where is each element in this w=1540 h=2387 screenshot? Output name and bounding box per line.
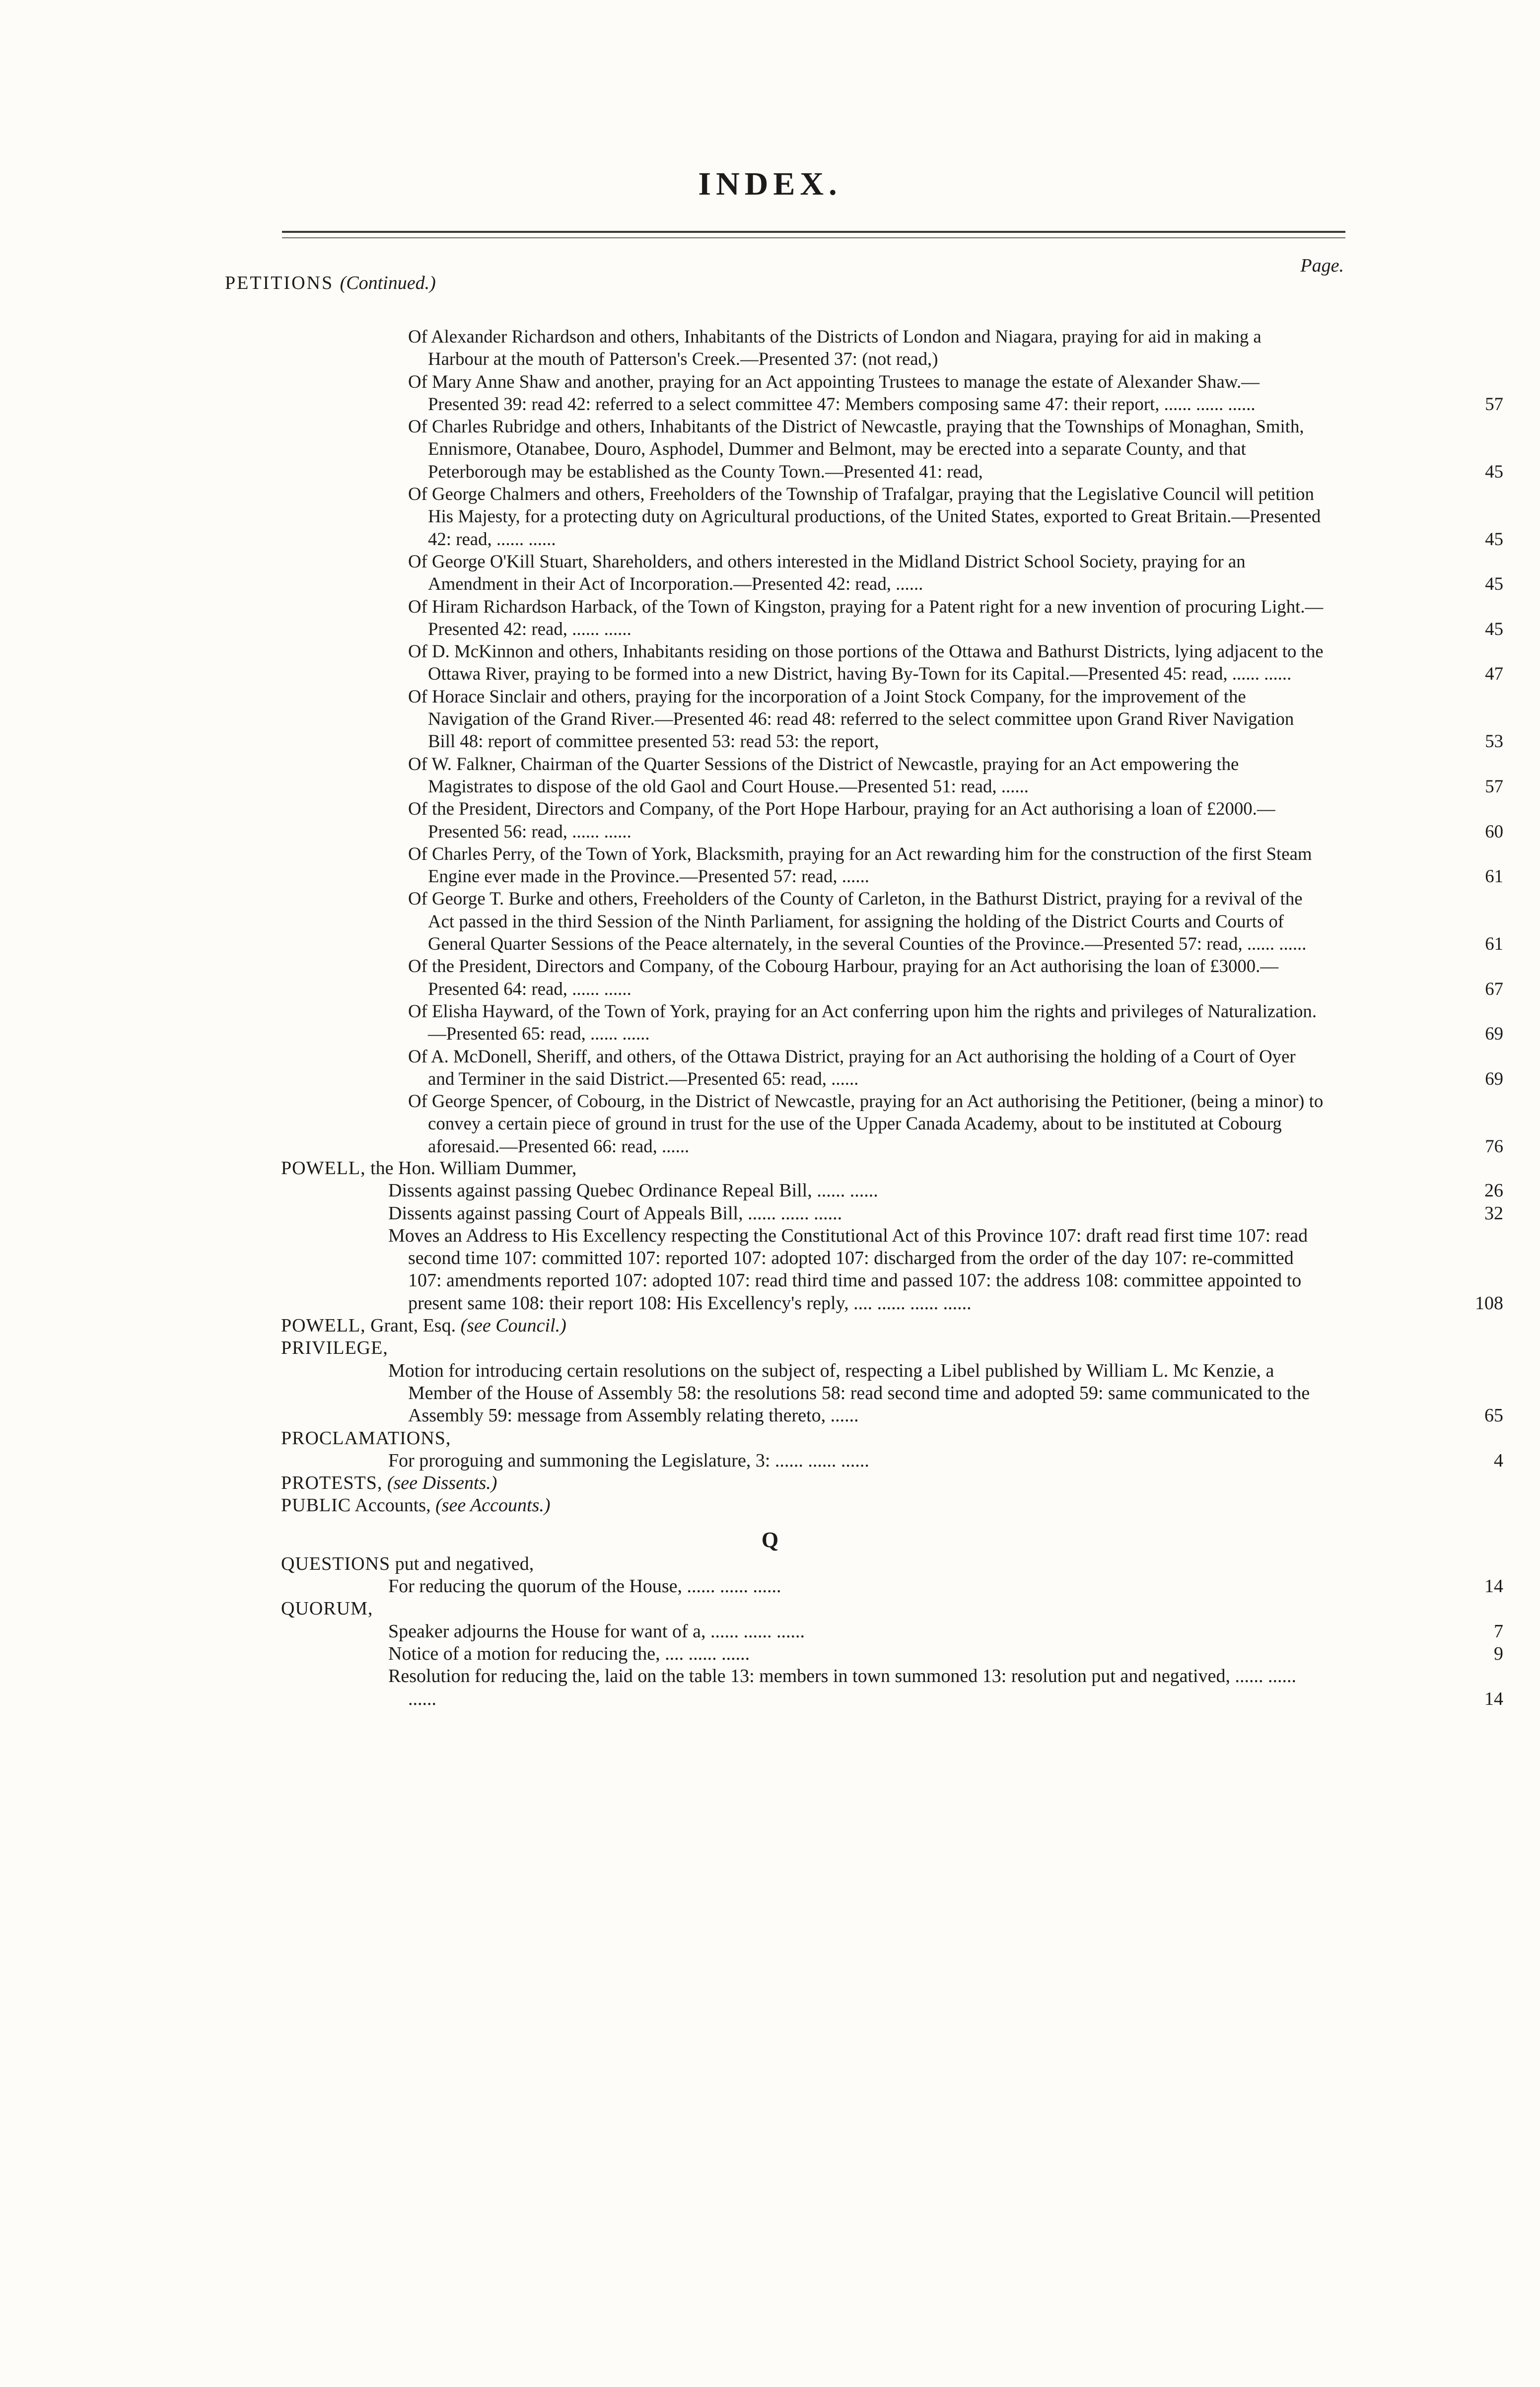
entry-text: Moves an Address to His Excellency respecting the Constitutional Act of this Province 107: draft read first time 107: read second time 107: committed 107: reported 107: adopted 107: discharged from the order of the day 107: re-committed 107: amendments reported 107: adopted 107: read third time and passed 107: the address 108: committee appointed to present same 108: their report 108: His Excellency's reply, .... ...... ...... ...... (388, 1225, 1308, 1314)
entry-text: Of George O'Kill Stuart, Shareholders, and others interested in the Midland District School Society, praying for an Amendment in their Act of Incorporation.—Presented 42: read, ...... (408, 551, 1246, 594)
petition-entry (0, 1090, 1503, 1157)
petition-entry (0, 595, 1503, 640)
entry-text: Of Hiram Richardson Harback, of the Town of Kingston, praying for a Patent right for a new invention of procuring Light.—Presented 42: read, ...... ...... (408, 596, 1324, 639)
entry-headword: QUORUM, (281, 1598, 373, 1619)
entry-text: Of Charles Rubridge and others, Inhabitants of the District of Newcastle, praying that the Townships of Monaghan, Smith, Ennismore, Otanabee, Douro, Asphodel, Dummer and Belmont, may be erected into a separate County, and that Peterborough may be established as the County Town.—Presented 41: read, (408, 416, 1304, 482)
entry-page: 45 (1485, 573, 1503, 594)
entry-headword-rest: put and negatived, (395, 1553, 534, 1574)
entry-text: Dissents against passing Quebec Ordinance Repeal Bill, ...... ...... (388, 1180, 878, 1201)
entry-text: Notice of a motion for reducing the, .... ...... ...... (388, 1643, 750, 1664)
entry-page: 67 (1485, 978, 1503, 999)
sub-entry (0, 1620, 1503, 1643)
entry-page: 76 (1485, 1135, 1503, 1156)
entry-page: 4 (1494, 1450, 1503, 1471)
entry-text: Of George Chalmers and others, Freeholders of the Township of Trafalgar, praying that the Legislative Council will petition His Majesty, for a protecting duty on Agricultural productions, of the United States, exported to Great Britain.—Presented 42: read, ...... ...... (408, 484, 1321, 549)
petition-entry (0, 370, 1503, 416)
entry-page: 14 (1484, 1576, 1503, 1597)
cross-reference: (see Accounts.) (435, 1495, 551, 1516)
sub-entry (0, 1360, 1503, 1427)
entry-text: Of George T. Burke and others, Freeholders of the County of Carleton, in the Bathurst District, praying for a revival of the Act passed in the third Session of the Ninth Parliament, for assigning the holding of the District Courts and Courts of General Quarter Sessions of the Peace alternately, in the several Counties of the Province.—Presented 57: read, ...... ...... (408, 888, 1307, 954)
entry-text: Of the President, Directors and Company, of the Port Hope Harbour, praying for an Act authorising a loan of £2000.—Presented 56: read, ...... ...... (408, 798, 1275, 842)
petition-entry (0, 887, 1503, 955)
entry-page: 47 (1485, 663, 1503, 684)
sub-entry (0, 1202, 1503, 1225)
entry-page: 9 (1494, 1643, 1503, 1664)
section-continued-note: (Continued.) (340, 273, 436, 293)
entry-page: 61 (1485, 866, 1503, 887)
entry-headword-rest: the Hon. William Dummer, (370, 1157, 577, 1179)
petition-entry (0, 325, 1325, 370)
entry-page: 65 (1484, 1405, 1503, 1426)
entry-text: Of Elisha Hayward, of the Town of York, praying for an Act conferring upon him the rights and privileges of Naturalization.—Presented 65: read, ...... ...... (408, 1000, 1317, 1044)
entry-headword: QUESTIONS (281, 1553, 391, 1574)
entry-page: 53 (1485, 731, 1503, 752)
entry-text: Of Alexander Richardson and others, Inhabitants of the Districts of London and Niagara, praying for aid in making a Harbour at the mouth of Patterson's Creek.—Presented 37: (not read,) (408, 326, 1261, 369)
petition-entry (0, 550, 1503, 595)
sub-entry (0, 1575, 1503, 1598)
petition-entry (0, 415, 1503, 483)
petition-entry (0, 685, 1503, 753)
petition-entry (0, 842, 1503, 888)
entry-page: 61 (1485, 933, 1503, 954)
section-heading-text: PETITIONS (225, 273, 334, 293)
entry-headword-rest: Accounts, (354, 1495, 431, 1516)
entry-headword: PROTESTS, (281, 1473, 383, 1494)
entry-page: 45 (1485, 461, 1503, 482)
main-entry-quorum (0, 1598, 1324, 1620)
section-letter-q: Q (761, 1527, 779, 1552)
entry-headword: PUBLIC (281, 1495, 351, 1516)
sub-entry (0, 1665, 1503, 1710)
petition-entry (0, 640, 1503, 685)
petition-entry (0, 1000, 1503, 1045)
entry-text: For proroguing and summoning the Legislature, 3: ...... ...... ...... (388, 1450, 869, 1471)
entry-page: 57 (1485, 775, 1503, 796)
petition-entry (0, 753, 1503, 798)
entry-text: Of the President, Directors and Company, of the Cobourg Harbour, praying for an Act authorising the loan of £3000.—Presented 64: read, ...... ...... (408, 956, 1279, 999)
entry-text: Resolution for reducing the, laid on the table 13: members in town summoned 13: resolution put and negatived, ...... ...... ...... (388, 1666, 1296, 1709)
petition-entry (0, 955, 1503, 1000)
main-entry-proclamations (0, 1427, 1324, 1450)
entry-text: Of W. Falkner, Chairman of the Quarter Sessions of the District of Newcastle, praying for an Act empowering the Magistrates to dispose of the old Gaol and Court House.—Presented 51: read, ...... (408, 753, 1239, 796)
entry-text: Of Mary Anne Shaw and another, praying for an Act appointing Trustees to manage the estate of Alexander Shaw.—Presented 39: read 42: referred to a select committee 47: Members composing same 47: their report, ...... ...... ...... (408, 371, 1260, 414)
section-heading (225, 272, 436, 294)
entry-text: Speaker adjourns the House for want of a, ...... ...... ...... (388, 1620, 805, 1642)
index-entries (0, 325, 1540, 1710)
entry-page: 69 (1485, 1023, 1503, 1044)
sub-entry (0, 1643, 1503, 1665)
entry-headword: PROCLAMATIONS, (281, 1427, 451, 1449)
page-title: INDEX. (698, 166, 842, 202)
main-entry-powell-grant (0, 1315, 1324, 1337)
sub-entry (0, 1180, 1503, 1202)
entry-headword: POWELL, (281, 1315, 366, 1336)
page-column-label: Page. (1300, 255, 1344, 276)
cross-reference: (see Dissents.) (387, 1473, 497, 1494)
entry-page: 45 (1485, 618, 1503, 639)
sub-entry (0, 1450, 1503, 1472)
entry-page: 108 (1475, 1292, 1503, 1314)
entry-page: 60 (1485, 821, 1503, 842)
main-entry-protests (0, 1472, 1324, 1494)
entry-page: 69 (1485, 1068, 1503, 1089)
title-rule-thin (282, 237, 1345, 238)
petition-entry (0, 483, 1503, 550)
title-rule (282, 231, 1345, 233)
entry-page: 26 (1484, 1180, 1503, 1201)
entry-page: 57 (1485, 393, 1503, 414)
main-entry-powell-dummer (0, 1157, 1324, 1180)
entry-text: Motion for introducing certain resolutions on the subject of, respecting a Libel published by William L. Mc Kenzie, a Member of the House of Assembly 58: the resolutions 58: read second time and adopted 59: same communicated to the Assembly 59: message from Assembly relating thereto, ...... (388, 1360, 1310, 1426)
entry-text: Of D. McKinnon and others, Inhabitants residing on those portions of the Ottawa and Bathurst Districts, lying adjacent to the Ottawa River, praying to be formed into a new District, having By-Town for its Capital.—Presented 45: read, ...... ...... (408, 641, 1324, 684)
entry-headword: POWELL, (281, 1157, 366, 1179)
petition-entry (0, 797, 1503, 842)
entry-page: 14 (1484, 1688, 1503, 1709)
main-entry-public (0, 1494, 1324, 1517)
entry-headword-rest: Grant, Esq. (370, 1315, 456, 1336)
entry-text: Of George Spencer, of Cobourg, in the District of Newcastle, praying for an Act authorising the Petitioner, (being a minor) to convey a certain piece of ground in trust for the use of the Upper Canada Academy, about to be instituted at Cobourg aforesaid.—Presented 66: read, ...... (408, 1091, 1324, 1156)
entry-page: 32 (1484, 1202, 1503, 1224)
entry-page: 45 (1485, 528, 1503, 549)
sub-entry (0, 1225, 1503, 1315)
main-entry-questions (0, 1553, 1324, 1575)
main-entry-privilege (0, 1337, 1324, 1359)
entry-page: 7 (1494, 1620, 1503, 1642)
entry-text: Of A. McDonell, Sheriff, and others, of the Ottawa District, praying for an Act authorising the holding of a Court of Oyer and Terminer in the said District.—Presented 65: read, ...... (408, 1046, 1296, 1089)
entry-text: Of Horace Sinclair and others, praying for the incorporation of a Joint Stock Company, for the improvement of the Navigation of the Grand River.—Presented 46: read 48: referred to the select committee upon Grand River Navigation Bill 48: report of committee presented 53: read 53: the report, (408, 686, 1294, 752)
entry-text: Dissents against passing Court of Appeals Bill, ...... ...... ...... (388, 1202, 842, 1224)
entry-text: Of Charles Perry, of the Town of York, Blacksmith, praying for an Act rewarding him for the construction of the first Steam Engine ever made in the Province.—Presented 57: read, ...... (408, 843, 1312, 887)
petition-entry (0, 1045, 1503, 1090)
cross-reference: (see Council.) (460, 1315, 566, 1336)
entry-headword: PRIVILEGE, (281, 1337, 388, 1359)
entry-text: For reducing the quorum of the House, ...... ...... ...... (388, 1576, 781, 1597)
